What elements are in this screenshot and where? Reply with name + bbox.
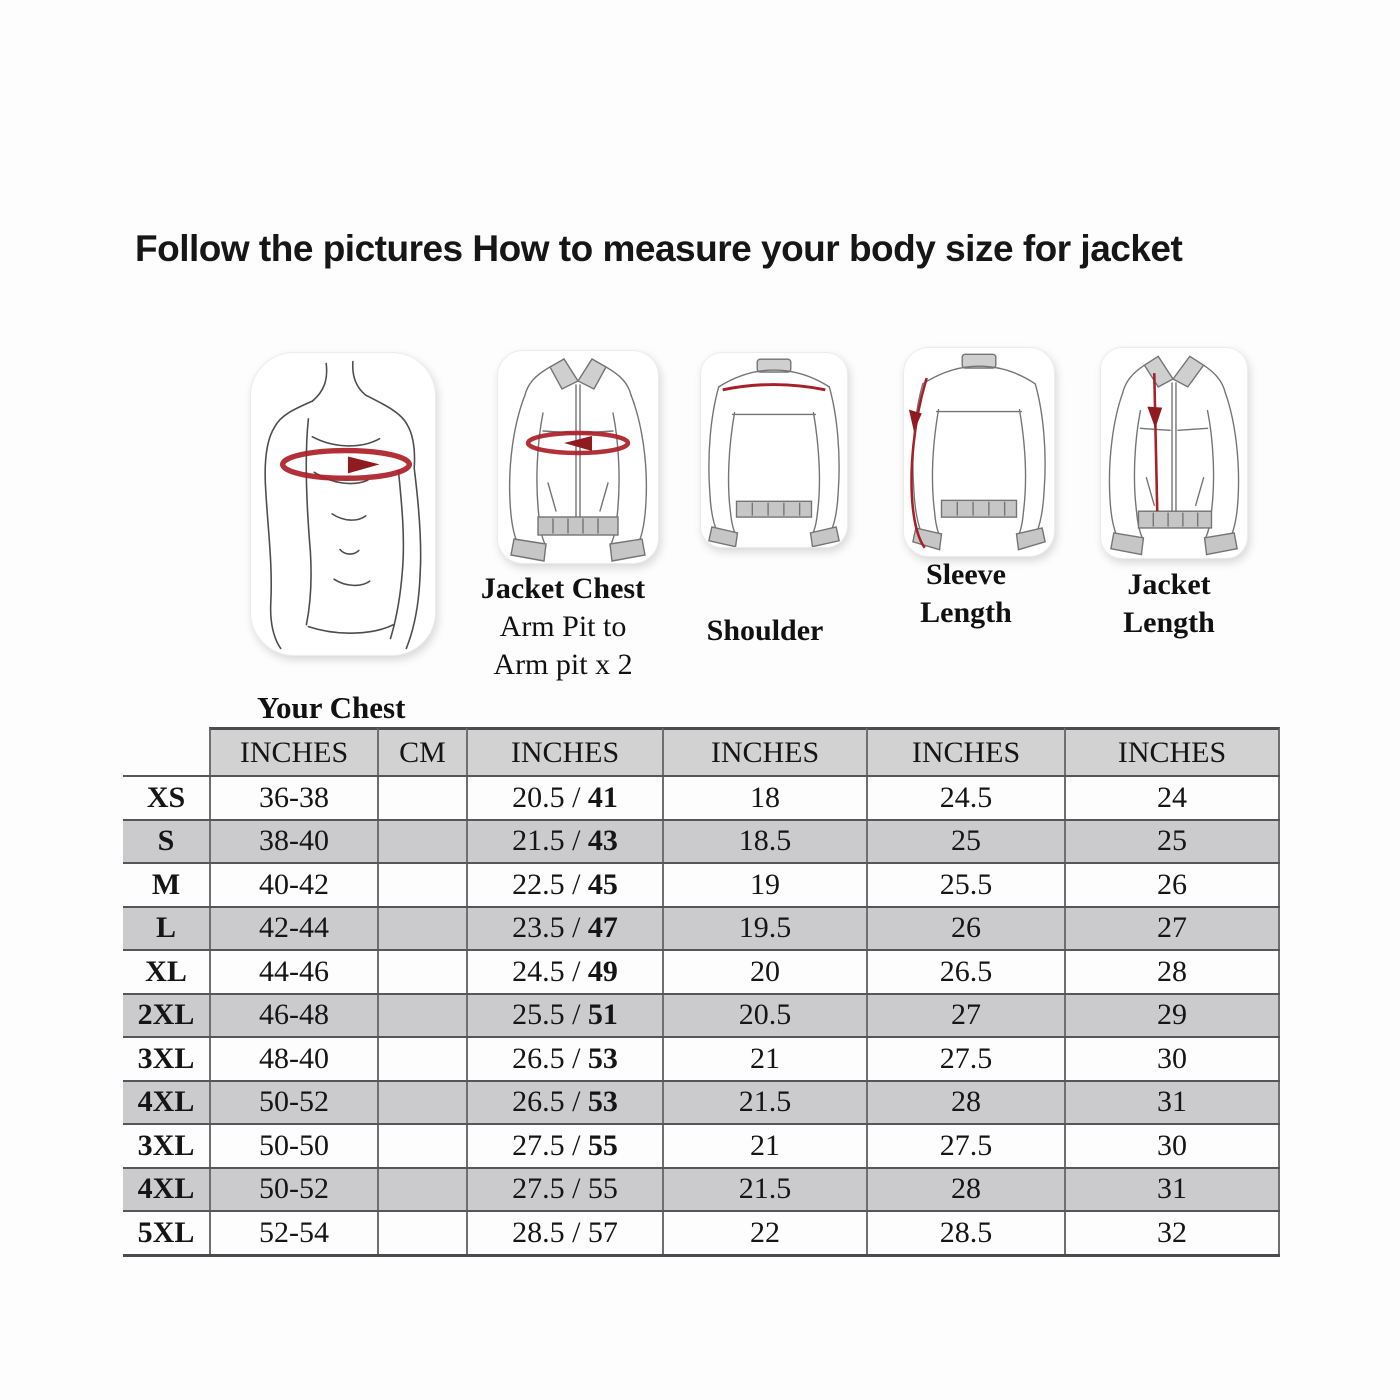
jacket-chest-cm-value: 55 [587,1128,618,1162]
shoulder-cell: 22 [662,1212,866,1254]
jacket-chest-cell [466,864,662,906]
jacket-chest-value: 27.5 / 55 [512,1172,618,1206]
size-table-body [123,777,1280,1257]
length-cell: 24 [1064,777,1280,819]
sleeve-cell: 28 [866,1169,1064,1211]
jacket-chest-value: 23.5 / [512,911,588,945]
jacket-chest-cell [466,995,662,1037]
chest-cell: 48-40 [209,1038,377,1080]
shoulder-label: Shoulder [706,614,824,647]
jacket-chest-label [438,570,688,684]
jacket-chest-value: 21.5 / [512,824,588,858]
table-row [123,1169,1280,1213]
table-row [123,864,1280,908]
shoulder-icon [701,353,847,547]
length-cell: 25 [1064,821,1280,863]
length-cell: 30 [1064,1038,1280,1080]
jacket-length-icon [1101,348,1247,558]
chest-cell: 42-44 [209,908,377,950]
table-row [123,1212,1280,1257]
torso-chest-illustration [250,352,436,656]
jacket-chest-label-title: Jacket Chest [480,572,646,605]
shoulder-cell: 21 [662,1125,866,1167]
size-cell: 3XL [137,1041,195,1075]
chest-cell: 44-46 [209,951,377,993]
cm-cell [377,821,466,863]
cm-cell [377,1082,466,1124]
size-cell: XL [145,954,187,988]
shoulder-cell: 20 [662,951,866,993]
length-cell: 30 [1064,1125,1280,1167]
jacket-chest-value: 25.5 / [512,998,588,1032]
chest-cell: 50-52 [209,1082,377,1124]
jacket-chest-cm-value: 53 [587,1041,618,1075]
sleeve-cell: 27.5 [866,1038,1064,1080]
cm-cell [377,908,466,950]
sleeve-length-illustration [903,347,1055,557]
sleeve-length-label: Sleeve Length [920,558,1012,629]
jacket-chest-value: 24.5 / [512,954,588,988]
shoulder-cell: 21.5 [662,1169,866,1211]
table-row [123,995,1280,1039]
size-table [123,727,1280,1257]
chest-cell: 38-40 [209,821,377,863]
jacket-chest-illustration [497,350,659,564]
chest-cell: 40-42 [209,864,377,906]
sleeve-cell: 27 [866,995,1064,1037]
shoulder-cell: 21 [662,1038,866,1080]
header-chest-cm: CM [377,727,466,775]
shoulder-illustration [700,352,848,548]
sleeve-cell: 28.5 [866,1212,1064,1254]
shoulder-cell: 18.5 [662,821,866,863]
cm-cell [377,1125,466,1167]
jacket-chest-value: 27.5 / [512,1128,588,1162]
jacket-chest-cm-value: 53 [587,1085,618,1119]
cm-cell [377,1169,466,1211]
cm-cell [377,1038,466,1080]
chest-cell: 50-50 [209,1125,377,1167]
shoulder-cell: 19.5 [662,908,866,950]
sleeve-cell: 26 [866,908,1064,950]
cm-cell [377,777,466,819]
chest-cell: 36-38 [209,777,377,819]
sleeve-cell: 28 [866,1082,1064,1124]
jacket-chest-cell [466,908,662,950]
size-cell: M [151,867,181,901]
table-row [123,777,1280,821]
jacket-chest-cm-value: 51 [587,998,618,1032]
size-cell: 4XL [123,1082,209,1124]
chest-cell: 46-48 [209,995,377,1037]
chest-cell: 52-54 [209,1212,377,1254]
cm-cell [377,1212,466,1254]
table-header-row [123,727,1280,777]
size-cell: S [123,821,209,863]
jacket-chest-cell [466,951,662,993]
jacket-chest-cell [466,777,662,819]
header-sleeve-inches: INCHES [866,727,1064,775]
length-cell: 31 [1064,1169,1280,1211]
size-cell: XS [146,780,186,814]
size-cell: 3XL [137,1128,195,1162]
header-spacer-cell [123,727,209,775]
cm-cell [377,864,466,906]
shoulder-cell: 21.5 [662,1082,866,1124]
table-row [123,908,1280,952]
jacket-chest-cell [466,821,662,863]
jacket-chest-label-sub2: Arm pit x 2 [493,648,633,681]
header-jacket-chest-inches: INCHES [466,727,662,775]
jacket-chest-cell [466,1169,662,1211]
cm-cell [377,951,466,993]
size-cell: 4XL [123,1169,209,1211]
jacket-chest-cm-value: 43 [587,824,618,858]
jacket-chest-label-sub1: Arm Pit to [499,610,627,643]
jacket-chest-cell [466,1082,662,1124]
table-row [123,1082,1280,1126]
sleeve-cell: 24.5 [866,777,1064,819]
jacket-chest-cm-value: 49 [587,954,618,988]
sleeve-cell: 27.5 [866,1125,1064,1167]
size-cell: 5XL [137,1215,195,1249]
table-row [123,1125,1280,1169]
header-jacket-length-inches: INCHES [1064,727,1280,775]
jacket-chest-cell [466,1038,662,1080]
table-row [123,821,1280,865]
length-cell: 32 [1064,1212,1280,1254]
jacket-chest-value: 26.5 / [512,1085,588,1119]
cm-cell [377,995,466,1037]
length-cell: 29 [1064,995,1280,1037]
sleeve-cell: 25.5 [866,864,1064,906]
jacket-length-illustration [1100,347,1248,559]
length-cell: 27 [1064,908,1280,950]
sleeve-cell: 25 [866,821,1064,863]
size-cell: 2XL [123,995,209,1037]
jacket-chest-cell [466,1212,662,1254]
shoulder-cell: 19 [662,864,866,906]
sleeve-length-icon [904,348,1054,556]
jacket-chest-value: 22.5 / [512,867,588,901]
jacket-chest-cell [466,1125,662,1167]
length-cell: 31 [1064,1082,1280,1124]
torso-chest-icon [251,353,435,655]
jacket-chest-cm-value: 41 [587,780,618,814]
header-shoulder-inches: INCHES [662,727,866,775]
jacket-length-label: Jacket Length [1123,568,1215,639]
size-cell: L [123,908,209,950]
shoulder-cell: 20.5 [662,995,866,1037]
jacket-chest-value: 28.5 / 57 [512,1215,618,1249]
table-row [123,951,1280,995]
your-chest-label: Your Chest [257,690,406,725]
page-title: Follow the pictures How to measure your body size for jacket [135,228,1183,269]
length-cell: 28 [1064,951,1280,993]
chest-cell: 50-52 [209,1169,377,1211]
length-cell: 26 [1064,864,1280,906]
shoulder-cell: 18 [662,777,866,819]
header-chest-inches: INCHES [209,727,377,775]
jacket-chest-value: 26.5 / [512,1041,588,1075]
jacket-chest-value: 20.5 / [512,780,588,814]
jacket-chest-cm-value: 47 [587,911,618,945]
sleeve-cell: 26.5 [866,951,1064,993]
jacket-chest-icon [498,351,658,563]
jacket-chest-cm-value: 45 [587,867,618,901]
table-row [123,1038,1280,1082]
